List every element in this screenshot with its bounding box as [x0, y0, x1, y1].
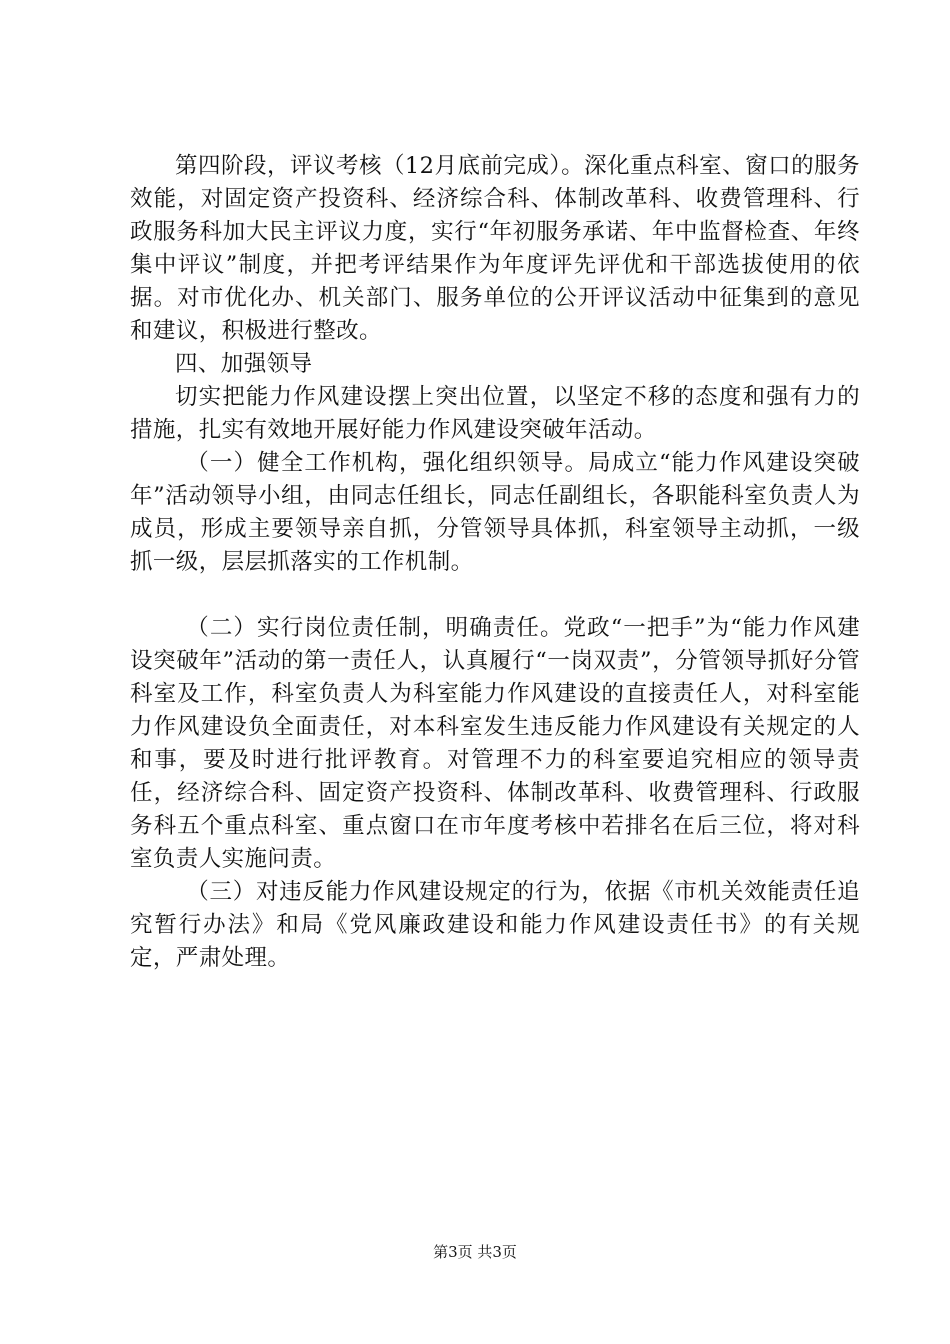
- paragraph-item-three: （三）对违反能力作风建设规定的行为，依据《市机关效能责任追究暂行办法》和局《党风廉政建设和能力作风建设责任书》的有关规定，严肃处理。: [130, 879, 860, 971]
- paragraph-stage-four: 第四阶段，评议考核（12月底前完成）。深化重点科室、窗口的服务效能，对固定资产投资科、经济综合科、体制改革科、收费管理科、行政服务科加大民主评议力度，实行“年初服务承诺、年中监督检查、年终集中评议”制度，并把考评结果作为年度评先评优和干部选拔使用的依据。对市优化办、机关部门、服务单位的公开评议活动中征集到的意见和建议，积极进行整改。: [130, 153, 860, 344]
- section-heading-leadership: 四、加强领导: [175, 351, 313, 377]
- page-footer: 第3页 共3页: [433, 1243, 517, 1261]
- paragraph-item-one: （一）健全工作机构，强化组织领导。局成立“能力作风建设突破年”活动领导小组，由同志任组长，同志任副组长，各职能科室负责人为成员，形成主要领导亲自抓，分管领导具体抓，科室领导主动抓，一级抓一级，层层抓落实的工作机制。: [130, 450, 860, 575]
- document-body: [130, 150, 860, 975]
- paragraph-item-two: （二）实行岗位责任制，明确责任。党政“一把手”为“能力作风建设突破年”活动的第一责任人，认真履行“一岗双责”，分管领导抓好分管科室及工作，科室负责人为科室能力作风建设的直接责任人，对科室能力作风建设负全面责任，对本科室发生违反能力作风建设有关规定的人和事，要及时进行批评教育。对管理不力的科室要追究相应的领导责任，经济综合科、固定资产投资科、体制改革科、收费管理科、行政服务科五个重点科室、重点窗口在市年度考核中若排名在后三位，将对科室负责人实施问责。: [130, 615, 860, 872]
- paragraph-leadership-intro: 切实把能力作风建设摆上突出位置，以坚定不移的态度和强有力的措施，扎实有效地开展好能力作风建设突破年活动。: [130, 384, 860, 443]
